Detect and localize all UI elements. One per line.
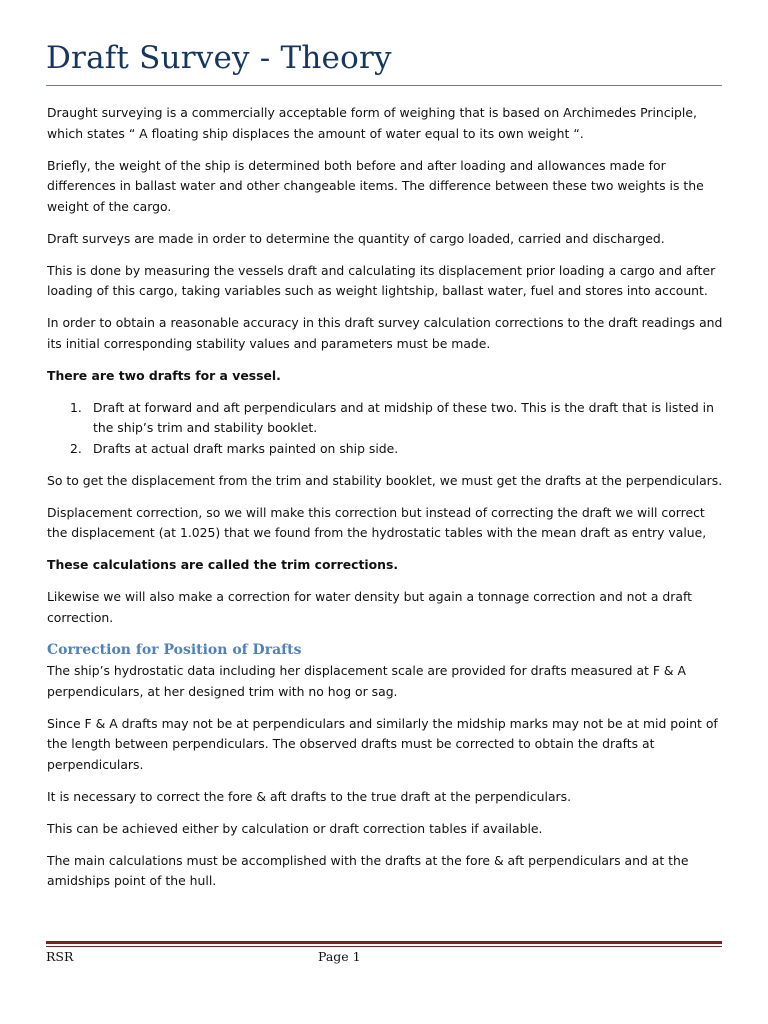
footer-rule-thin <box>46 946 722 947</box>
list-item-number: 2. <box>70 440 82 456</box>
section-heading: Correction for Position of Drafts <box>47 641 302 658</box>
paragraph-purpose: Draft surveys are made in order to determine the quantity of cargo loaded, carried and discharged. <box>47 230 665 246</box>
paragraph-hydrostatic: The ship’s hydrostatic data including her displacement scale are provided for drafts measured at F & A perpendiculars, at her designed trim with no hog or sag. <box>47 663 686 699</box>
paragraph-main-calculations: The main calculations must be accomplished with the drafts at the fore & aft perpendiculars and at the amidships point of the hull. <box>47 852 689 888</box>
paragraph-method: This is done by measuring the vessels draft and calculating its displacement prior loading a cargo and after loading of this cargo, taking variables such as weight lightship, ballast water, fuel and stores into account. <box>47 262 716 298</box>
footer-page-number: Page 1 <box>318 949 361 964</box>
footer-author: RSR <box>46 949 74 964</box>
paragraph-briefly: Briefly, the weight of the ship is determined both before and after loading and allowances made for differences in ballast water and other changeable items. The difference between these two weights is the weight of the cargo. <box>47 157 704 214</box>
page-title: Draft Survey - Theory <box>46 40 392 76</box>
paragraph-density: Likewise we will also make a correction for water density but again a tonnage correction and not a draft correction. <box>47 589 692 625</box>
document-body <box>47 103 723 903</box>
paragraph-two-drafts: There are two drafts for a vessel. <box>47 367 281 383</box>
footer-rule-thick <box>46 941 722 944</box>
paragraph-perpendiculars: Since F & A drafts may not be at perpendiculars and similarly the midship marks may not be at mid point of the length between perpendiculars. The observed drafts must be corrected to obtain the drafts at perpendiculars. <box>47 715 718 772</box>
paragraph-displacement: So to get the displacement from the trim and stability booklet, we must get the drafts at the perpendiculars. <box>47 472 723 488</box>
list-item-text: Draft at forward and aft perpendiculars and at midship of these two. This is the draft that is listed in the ship’s trim and stability booklet. <box>93 399 714 435</box>
paragraph-calculation: This can be achieved either by calculation or draft correction tables if available. <box>47 820 543 836</box>
paragraph-displacement-correction: Displacement correction, so we will make this correction but instead of correcting the draft we will correct the displacement (at 1.025) that we found from the hydrostatic tables with the mean draft as entry value, <box>47 504 707 540</box>
paragraph-necessary: It is necessary to correct the fore & aft drafts to the true draft at the perpendiculars. <box>47 788 572 804</box>
list-item <box>47 439 723 460</box>
paragraph-trim-corrections: These calculations are called the trim corrections. <box>47 557 399 572</box>
drafts-list <box>47 398 723 460</box>
paragraph-intro: Draught surveying is a commercially acceptable form of weighing that is based on Archimedes Principle, which states “ A floating ship displaces the amount of water equal to its own weight “. <box>47 105 697 141</box>
list-item <box>47 398 723 439</box>
paragraph-accuracy: In order to obtain a reasonable accuracy in this draft survey calculation corrections to the draft readings and its initial corresponding stability values and parameters must be made. <box>47 315 723 351</box>
list-item-text: Drafts at actual draft marks painted on ship side. <box>93 440 399 456</box>
title-underline <box>46 85 722 86</box>
list-item-number: 1. <box>70 399 82 415</box>
